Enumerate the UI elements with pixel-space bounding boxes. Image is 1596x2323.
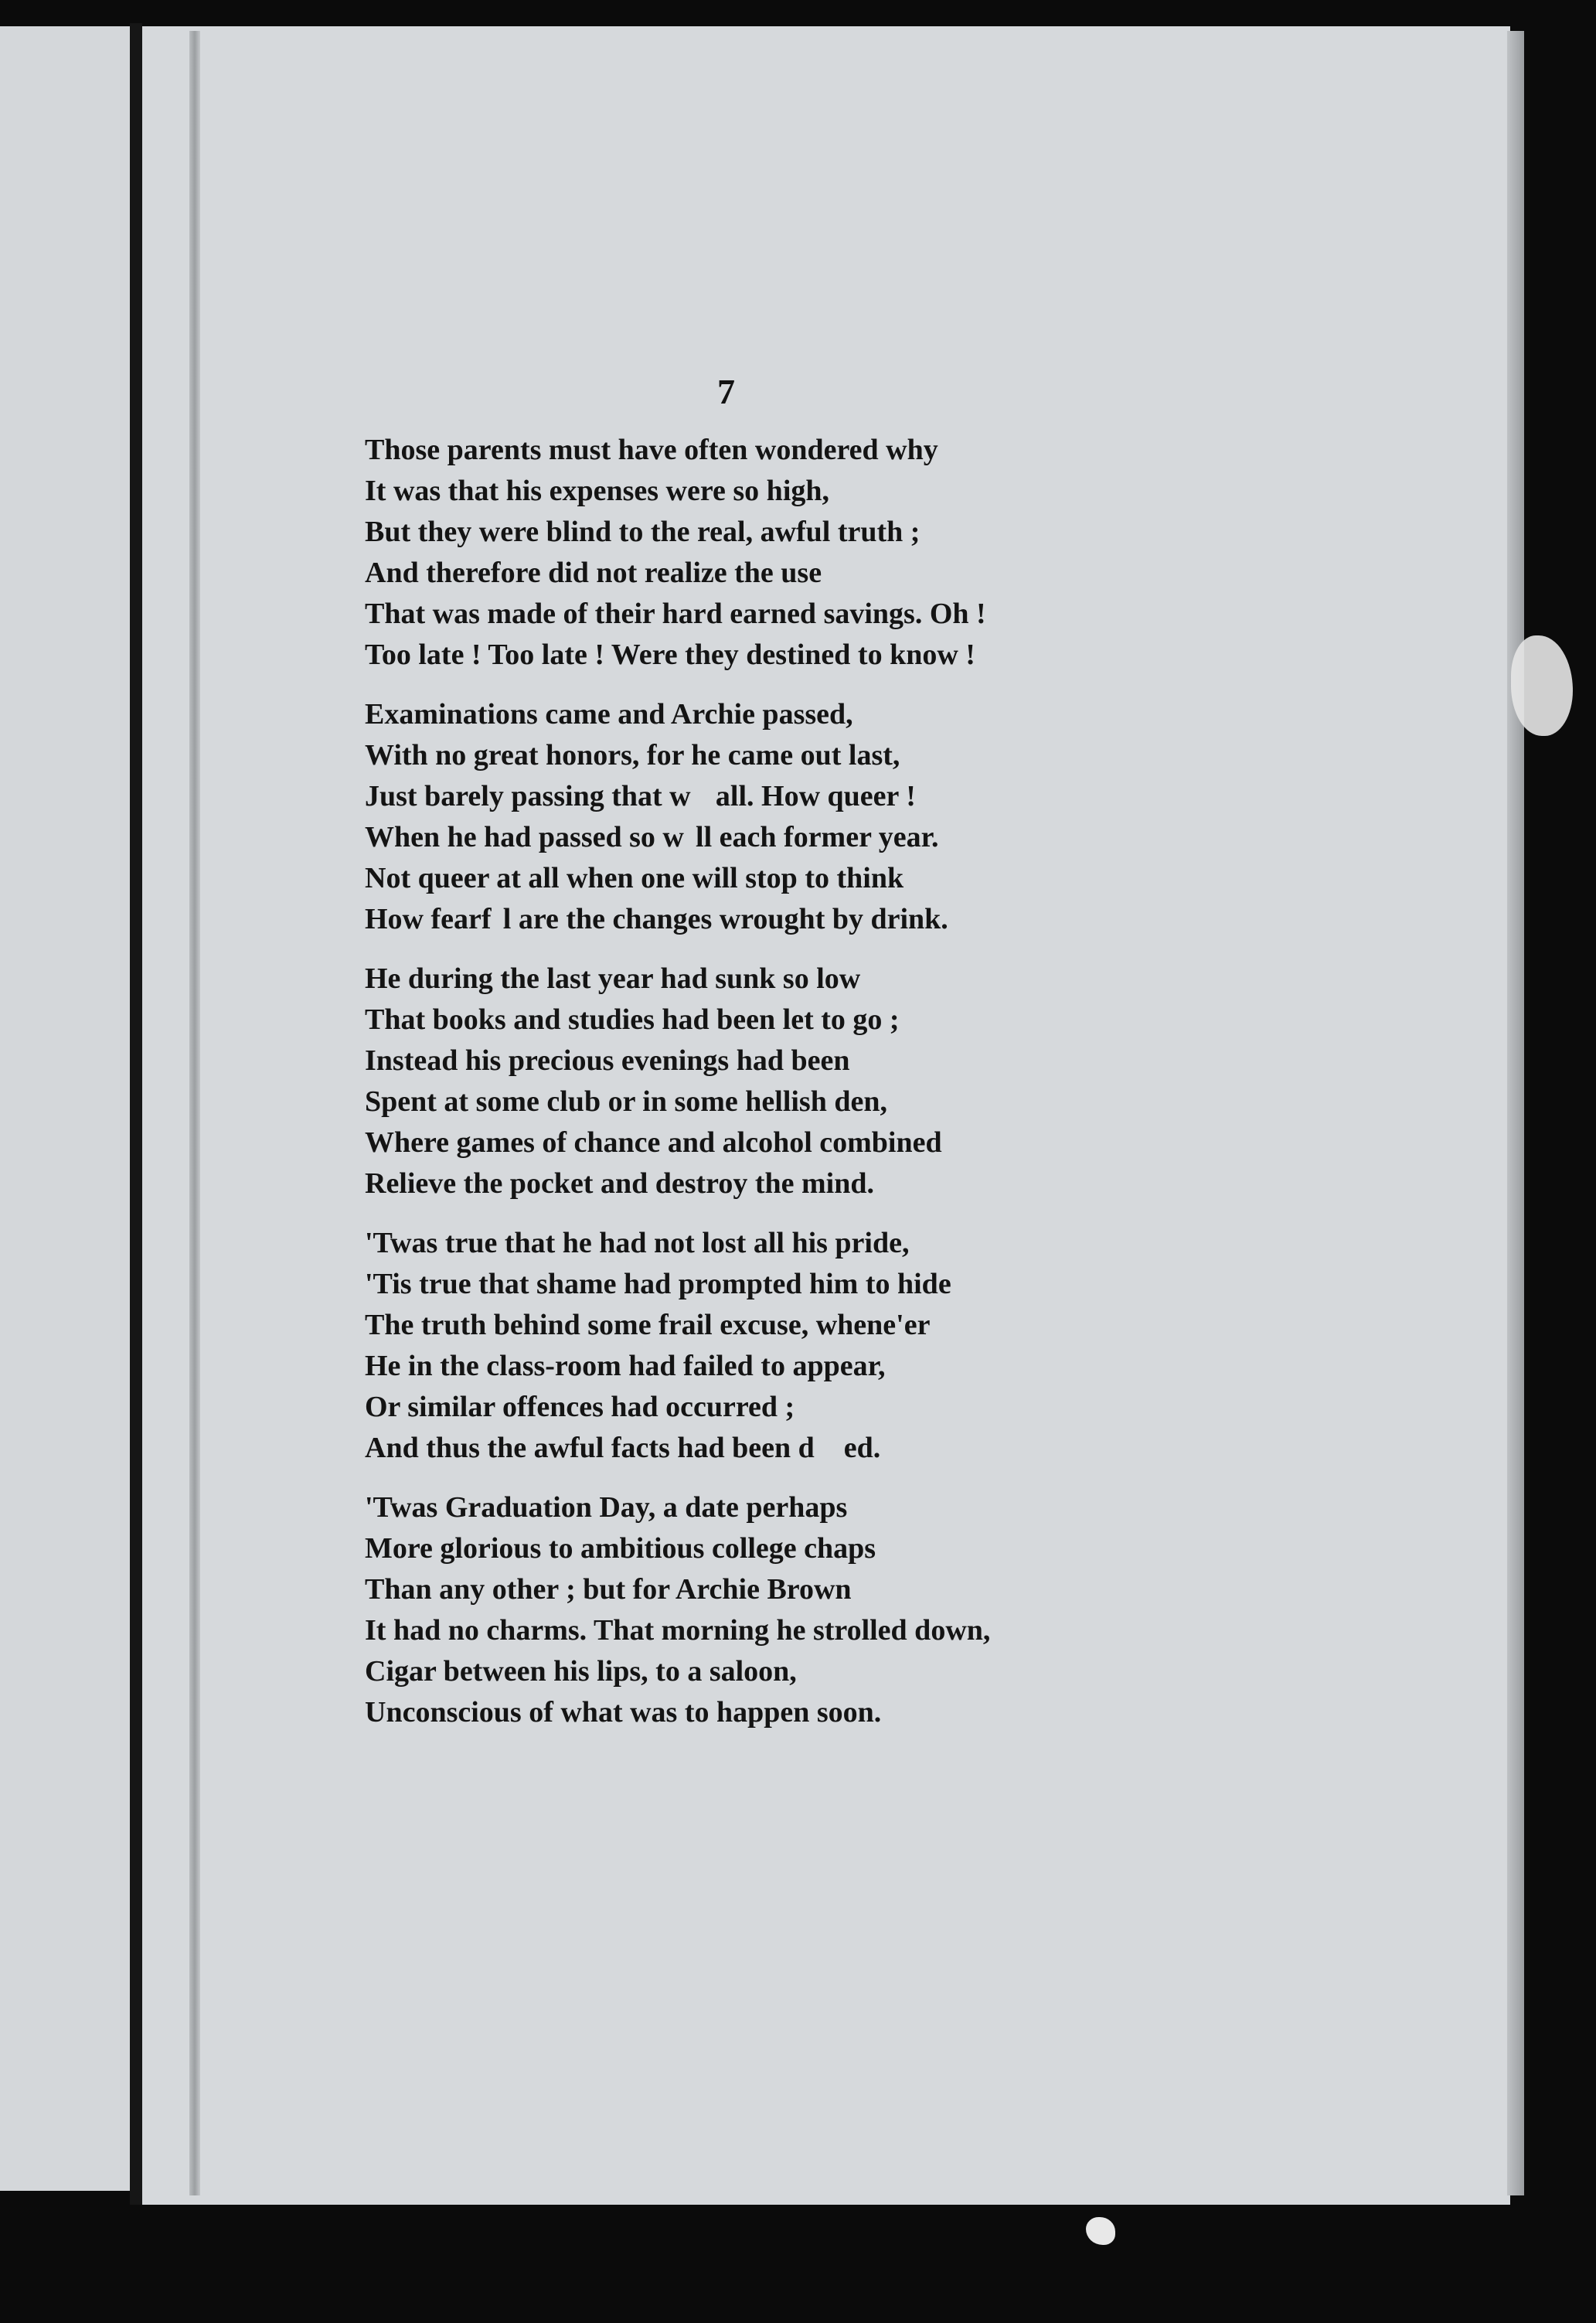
- page-number: 7: [717, 372, 735, 411]
- poem-line: Too late ! Too late ! Were they destined to know !: [365, 639, 975, 671]
- poem-line: 'Tis true that shame had prompted him to hide: [365, 1268, 951, 1300]
- poem-line: And thus the awful facts had been d ed.: [365, 1432, 881, 1464]
- stanza-4: [365, 1223, 1215, 1469]
- poem-line: Not queer at all when one will stop to think: [365, 862, 904, 894]
- poem-line: Just barely passing that w all. How queer !: [365, 780, 916, 812]
- poem-line: More glorious to ambitious college chaps: [365, 1532, 876, 1565]
- poem-line: That books and studies had been let to go ;: [365, 1003, 900, 1036]
- poem-text: [365, 430, 1215, 1752]
- stanza-1: [365, 430, 1215, 676]
- poem-line: It was that his expenses were so high,: [365, 475, 830, 507]
- poem-line: But they were blind to the real, awful truth ;: [365, 516, 921, 548]
- poem-line: When he had passed so w ll each former year.: [365, 821, 939, 853]
- scan-top-border: [0, 0, 1596, 26]
- poem-line: Unconscious of what was to happen soon.: [365, 1696, 882, 1729]
- poem-line: Instead his precious evenings had been: [365, 1044, 850, 1077]
- poem-line: The truth behind some frail excuse, whene'er: [365, 1309, 931, 1341]
- facing-page-edge: [0, 26, 135, 2191]
- poem-line: And therefore did not realize the use: [365, 557, 822, 589]
- poem-line: Relieve the pocket and destroy the mind.: [365, 1167, 874, 1200]
- poem-line: Cigar between his lips, to a saloon,: [365, 1655, 797, 1688]
- poem-line: Examinations came and Archie passed,: [365, 698, 853, 731]
- stanza-3: [365, 959, 1215, 1204]
- paper-stain: [1511, 635, 1573, 736]
- poem-line: Or similar offences had occurred ;: [365, 1391, 795, 1423]
- poem-line: How fearf l are the changes wrought by drink.: [365, 903, 948, 935]
- poem-line: It had no charms. That morning he strolled down,: [365, 1614, 991, 1647]
- stanza-2: [365, 694, 1215, 940]
- poem-line: Than any other ; but for Archie Brown: [365, 1573, 852, 1606]
- poem-line: That was made of their hard earned savings. Oh !: [365, 598, 986, 630]
- binding-gutter: [130, 23, 142, 2219]
- scan-bottom-border: [0, 2205, 1596, 2323]
- binding-fold: [189, 31, 200, 2195]
- poem-line: Spent at some club or in some hellish den,: [365, 1085, 887, 1118]
- poem-line: Where games of chance and alcohol combined: [365, 1126, 942, 1159]
- poem-line: With no great honors, for he came out last,: [365, 739, 900, 771]
- page-right-edge: [1507, 31, 1524, 2195]
- poem-line: He in the class-room had failed to appear,: [365, 1350, 886, 1382]
- poem-line: He during the last year had sunk so low: [365, 962, 861, 995]
- stanza-5: [365, 1487, 1215, 1733]
- poem-line: 'Twas true that he had not lost all his pride,: [365, 1227, 910, 1259]
- poem-line: 'Twas Graduation Day, a date perhaps: [365, 1491, 848, 1524]
- poem-line: Those parents must have often wondered why: [365, 434, 938, 466]
